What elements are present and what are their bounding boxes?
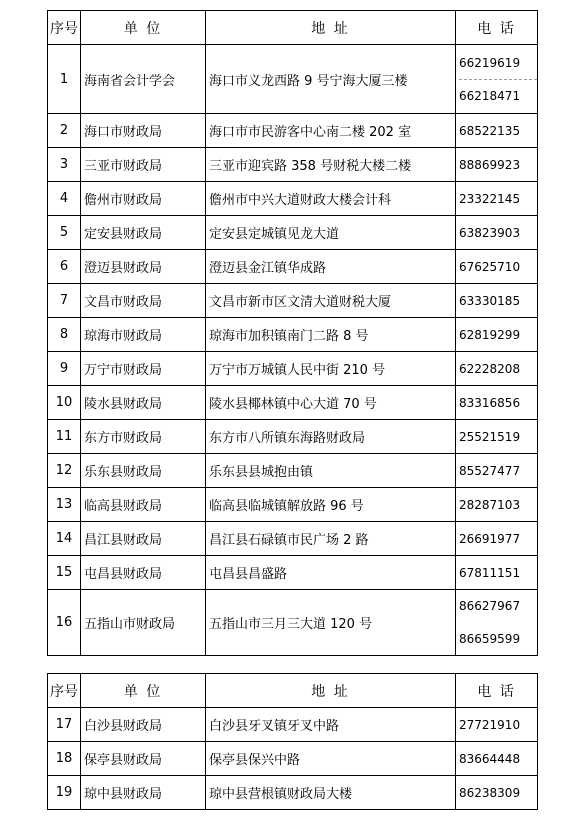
table-row xyxy=(48,318,538,352)
row-unit: 五指山市财政局 xyxy=(81,590,206,656)
row-number: 8 xyxy=(48,318,81,352)
table-row xyxy=(48,386,538,420)
row-unit: 澄迈县财政局 xyxy=(81,250,206,284)
table-row xyxy=(48,216,538,250)
row-unit: 万宁市财政局 xyxy=(81,352,206,386)
row-address: 保亭县保兴中路 xyxy=(206,742,456,776)
row-number: 19 xyxy=(48,776,81,810)
row-unit: 昌江县财政局 xyxy=(81,522,206,556)
row-unit: 三亚市财政局 xyxy=(81,148,206,182)
row-address: 临高县临城镇解放路 96 号 xyxy=(206,488,456,522)
table-row xyxy=(48,488,538,522)
header-row xyxy=(48,11,538,45)
row-address: 五指山市三月三大道 120 号 xyxy=(206,590,456,656)
table-row xyxy=(48,522,538,556)
row-phone xyxy=(456,776,538,810)
directory-table-2 xyxy=(47,673,538,810)
row-unit: 定安县财政局 xyxy=(81,216,206,250)
row-number: 4 xyxy=(48,182,81,216)
row-address: 屯昌县昌盛路 xyxy=(206,556,456,590)
row-unit: 儋州市财政局 xyxy=(81,182,206,216)
header-phone: 电 话 xyxy=(456,674,538,708)
header-row xyxy=(48,674,538,708)
row-address: 东方市八所镇东海路财政局 xyxy=(206,420,456,454)
row-number: 18 xyxy=(48,742,81,776)
row-address: 琼海市加积镇南门二路 8 号 xyxy=(206,318,456,352)
phone-number: 26691977 xyxy=(459,531,521,546)
row-phone xyxy=(456,522,538,556)
header-phone: 电 话 xyxy=(456,11,538,45)
row-phone xyxy=(456,590,538,656)
row-unit: 乐东县财政局 xyxy=(81,454,206,488)
table-row xyxy=(48,420,538,454)
row-unit: 琼海市财政局 xyxy=(81,318,206,352)
header-no: 序号 xyxy=(48,674,81,708)
row-number: 9 xyxy=(48,352,81,386)
header-unit: 单 位 xyxy=(81,674,206,708)
row-address: 昌江县石碌镇市民广场 2 路 xyxy=(206,522,456,556)
phone-number: 67811151 xyxy=(459,565,521,580)
row-phone xyxy=(456,45,538,114)
row-phone xyxy=(456,114,538,148)
row-address: 澄迈县金江镇华成路 xyxy=(206,250,456,284)
row-number: 12 xyxy=(48,454,81,488)
row-number: 3 xyxy=(48,148,81,182)
phone-number: 85527477 xyxy=(459,463,521,478)
row-number: 16 xyxy=(48,590,81,656)
row-unit: 东方市财政局 xyxy=(81,420,206,454)
phone-number: 23322145 xyxy=(459,191,521,206)
row-unit: 海口市财政局 xyxy=(81,114,206,148)
phone-number: 62819299 xyxy=(459,327,521,342)
row-address: 万宁市万城镇人民中街 210 号 xyxy=(206,352,456,386)
phone-number: 68522135 xyxy=(459,123,521,138)
row-address: 海口市义龙西路 9 号宁海大厦三楼 xyxy=(206,45,456,114)
phone-number: 66218471 xyxy=(459,88,521,103)
row-phone xyxy=(456,386,538,420)
phone-number: 86238309 xyxy=(459,785,521,800)
row-unit: 琼中县财政局 xyxy=(81,776,206,810)
phone-number: 83316856 xyxy=(459,395,521,410)
row-number: 11 xyxy=(48,420,81,454)
phone-number: 86627967 xyxy=(459,599,521,613)
row-phone xyxy=(456,216,538,250)
row-address: 琼中县营根镇财政局大楼 xyxy=(206,776,456,810)
row-number: 6 xyxy=(48,250,81,284)
row-unit: 临高县财政局 xyxy=(81,488,206,522)
row-address: 海口市市民游客中心南二楼 202 室 xyxy=(206,114,456,148)
row-phone xyxy=(456,284,538,318)
header-no: 序号 xyxy=(48,11,81,45)
row-phone xyxy=(456,250,538,284)
table-row xyxy=(48,148,538,182)
row-unit: 文昌市财政局 xyxy=(81,284,206,318)
phone-number: 86659599 xyxy=(459,632,521,646)
row-number: 1 xyxy=(48,45,81,114)
row-phone xyxy=(456,420,538,454)
row-number: 2 xyxy=(48,114,81,148)
table-row xyxy=(48,250,538,284)
row-phone xyxy=(456,488,538,522)
row-number: 5 xyxy=(48,216,81,250)
row-phone xyxy=(456,148,538,182)
phone-number: 83664448 xyxy=(459,751,521,766)
header-address: 地 址 xyxy=(206,11,456,45)
phone-number: 25521519 xyxy=(459,429,521,444)
row-phone xyxy=(456,742,538,776)
phone-number: 66219619 xyxy=(459,55,521,70)
header-unit: 单 位 xyxy=(81,11,206,45)
table-row xyxy=(48,556,538,590)
row-phone xyxy=(456,454,538,488)
row-number: 13 xyxy=(48,488,81,522)
table-row xyxy=(48,590,538,656)
row-unit: 陵水县财政局 xyxy=(81,386,206,420)
phone-number: 67625710 xyxy=(459,259,521,274)
row-number: 10 xyxy=(48,386,81,420)
row-number: 14 xyxy=(48,522,81,556)
table-row xyxy=(48,708,538,742)
table-row xyxy=(48,182,538,216)
row-address: 陵水县椰林镇中心大道 70 号 xyxy=(206,386,456,420)
row-phone xyxy=(456,182,538,216)
row-number: 7 xyxy=(48,284,81,318)
row-unit: 保亭县财政局 xyxy=(81,742,206,776)
phone-number: 28287103 xyxy=(459,497,521,512)
row-unit: 白沙县财政局 xyxy=(81,708,206,742)
row-unit: 海南省会计学会 xyxy=(81,45,206,114)
phone-number: 88869923 xyxy=(459,157,521,172)
table-row xyxy=(48,742,538,776)
phone-number: 63823903 xyxy=(459,225,521,240)
row-address: 乐东县县城抱由镇 xyxy=(206,454,456,488)
phone-number: 62228208 xyxy=(459,361,521,376)
table-row xyxy=(48,114,538,148)
row-phone xyxy=(456,318,538,352)
row-address: 文昌市新市区文清大道财税大厦 xyxy=(206,284,456,318)
row-phone xyxy=(456,352,538,386)
row-address: 三亚市迎宾路 358 号财税大楼二楼 xyxy=(206,148,456,182)
table-row xyxy=(48,776,538,810)
row-phone xyxy=(456,708,538,742)
row-address: 白沙县牙叉镇牙叉中路 xyxy=(206,708,456,742)
row-number: 15 xyxy=(48,556,81,590)
row-phone xyxy=(456,556,538,590)
row-unit: 屯昌县财政局 xyxy=(81,556,206,590)
row-address: 儋州市中兴大道财政大楼会计科 xyxy=(206,182,456,216)
directory-table-1 xyxy=(47,10,538,656)
row-number: 17 xyxy=(48,708,81,742)
table-row xyxy=(48,454,538,488)
table-row xyxy=(48,45,538,114)
phone-number: 27721910 xyxy=(459,717,521,732)
table-row xyxy=(48,352,538,386)
row-address: 定安县定城镇见龙大道 xyxy=(206,216,456,250)
phone-number: 63330185 xyxy=(459,293,521,308)
header-address: 地 址 xyxy=(206,674,456,708)
table-row xyxy=(48,284,538,318)
